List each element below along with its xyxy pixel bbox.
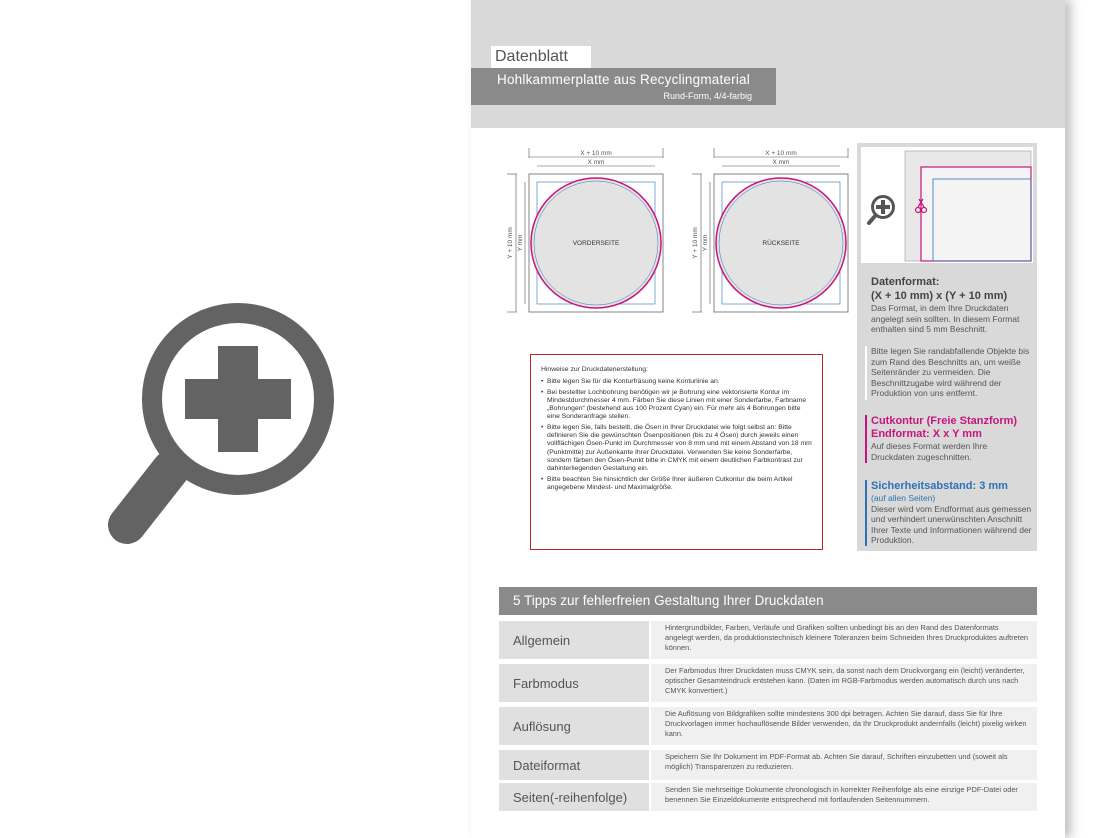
tip-label: Seiten(-reihenfolge): [499, 783, 649, 811]
back-side-diagram: [684, 140, 854, 320]
cut-contour-heading: Cutkontur (Freie Stanzform): [871, 415, 1018, 427]
width-inner-label: X mm: [587, 159, 605, 166]
zoom-in-icon[interactable]: [105, 297, 355, 547]
product-header: [471, 68, 776, 105]
tip-label: Dateiformat: [499, 750, 649, 780]
tip-label: Farbmodus: [499, 664, 649, 702]
tip-row: [499, 707, 1037, 745]
tip-text: Hintergrundbilder, Farben, Verläufe und Grafiken sollten unbedingt bis an den Rand des Datenformats angelegt werden, da produktionstechnisch kleinere Toleranzen beim Schneiden Ihres Druckproduktes auftreten können.: [651, 621, 1037, 659]
cut-contour-marker: [865, 415, 867, 463]
format-legend-panel: [857, 143, 1037, 551]
product-subtitle: Rund-Form, 4/4-farbig: [663, 91, 752, 101]
notes-item: • Bei bestellter Lochbohrung benötigen wir je Bohrung eine vektorisierte Kontur im Mindestdurchmesser 4 mm. Färben Sie diese Linien mit einer Sonderfarbe, Farbname „Bohrungen“ (bestehend aus 100 Prozent Cyan) ein. Für mehr als 4 Bohrungen bitte eine Sonderanfrage stellen.: [541, 389, 812, 422]
data-format-text: Das Format, in dem Ihre Druckdaten angelegt sein sollten. In diesem Format enthalten sind 5 mm Beschnitt.: [871, 303, 1020, 334]
safety-heading: Sicherheitsabstand: 3 mm: [871, 480, 1008, 492]
safety-marker: [865, 480, 867, 546]
notes-item: • Bitte beachten Sie hinsichtlich der Größe Ihrer äußeren Cutkontur die beim Artikel angegebene Mindest- und Maximalgröße.: [541, 476, 812, 493]
data-format-heading: Datenformat:: [871, 276, 940, 288]
width-inner-label: X mm: [772, 159, 790, 166]
back-side-label: RÜCKSEITE: [762, 240, 800, 247]
notes-item: • Bitte legen Sie für die Konturfräsung keine Konturlinie an.: [541, 378, 812, 386]
tip-row: [499, 621, 1037, 659]
tip-text: Der Farbmodus Ihrer Druckdaten muss CMYK sein, da sonst nach dem Druckvorgang ein (leicht) veränderter, optischer Gesamteindruck entstehen kann. (Daten im RGB-Farbmodus werden automatisch durch uns nach CMYK konvertiert.): [651, 664, 1037, 702]
safety-subheading: (auf allen Seiten): [871, 493, 936, 503]
zoom-small-icon: [869, 195, 895, 223]
tip-row: [499, 783, 1037, 811]
width-outer-label: X + 10 mm: [765, 150, 797, 157]
tips-heading: 5 Tipps zur fehlerfreien Gestaltung Ihrer Druckdaten: [499, 587, 1037, 615]
product-title: Hohlkammerplatte aus Recyclingmaterial: [497, 72, 750, 87]
width-outer-label: X + 10 mm: [580, 150, 612, 157]
notes-heading: Hinweise zur Druckdatenerstellung:: [541, 366, 648, 373]
height-outer-label: Y + 10 mm: [507, 227, 514, 259]
tip-label: Auflösung: [499, 707, 649, 745]
tip-text: Speichern Sie Ihr Dokument im PDF-Format ab. Achten Sie darauf, Schriften einzubetten und (soweit als möglich) Transparenzen zu reduzieren.: [651, 750, 1037, 780]
height-inner-label: Y mm: [517, 234, 524, 252]
height-inner-label: Y mm: [702, 234, 709, 252]
tip-text: Senden Sie mehrseitige Dokumente chronologisch in korrekter Reihenfolge als eine einzige PDF-Datei oder benennen Sie Einzeldokumente entsprechend mit fortlaufenden Seitennummern.: [651, 783, 1037, 811]
corner-detail-graphic: [861, 147, 1033, 263]
front-side-diagram: [499, 140, 669, 320]
front-side-label: VORDERSEITE: [572, 240, 620, 247]
data-format-value: (X + 10 mm) x (Y + 10 mm): [871, 290, 1008, 302]
tip-row: [499, 750, 1037, 780]
safety-text: Dieser wird vom Endformat aus gemessen und verhindert unerwünschten Anschnitt Ihrer Texte und Informationen während der Produktion.: [871, 503, 1032, 545]
notes-item: • Bitte legen Sie, falls bestellt, die Ösen in Ihrer Druckdatei wie folgt selbst an: Bitte definieren Sie die gewünschten Ösenpositionen (bis zu 4 Ösen) durch jeweils einen vollflächigen Ösen-Punkt im Durchmesser von 8 mm und mit einem Abstand von 18 mm (Punktmitte) zur Außenkante Ihrer Druckdatei. Verwenden Sie keine Sonderfarbe, sondern färben den Ösen-Punkt bitte in CMYK mit einem deutlichen Farbkontrast zur dahinterliegenden Gestaltung ein.: [541, 424, 812, 474]
datasheet-tab: Datenblatt: [491, 46, 591, 68]
tip-row: [499, 664, 1037, 702]
cut-contour-text: Auf dieses Format werden Ihre Druckdaten zugeschnitten.: [871, 441, 988, 462]
datasheet-page: [471, 0, 1065, 838]
tip-text: Die Auflösung von Bildgrafiken sollte mindestens 300 dpi betragen. Achten Sie darauf, dass Sie für Ihre Druckvorlagen immer hochauflösende Bilder verwenden, da Ihr Druckprodukt andernfalls (leicht) pixelig wirken kann.: [651, 707, 1037, 745]
corner-preview: [861, 147, 1033, 263]
print-notes-box: [530, 354, 823, 550]
height-outer-label: Y + 10 mm: [692, 227, 699, 259]
tip-label: Allgemein: [499, 621, 649, 659]
end-format-label: Endformat: X x Y mm: [871, 428, 982, 440]
bleed-text: Bitte legen Sie randabfallende Objekte bis zum Rand des Beschnitts an, um weiße Seitenränder zu vermeiden. Die Beschnittzugabe wird während der Produktion von uns entfernt.: [871, 346, 1030, 398]
